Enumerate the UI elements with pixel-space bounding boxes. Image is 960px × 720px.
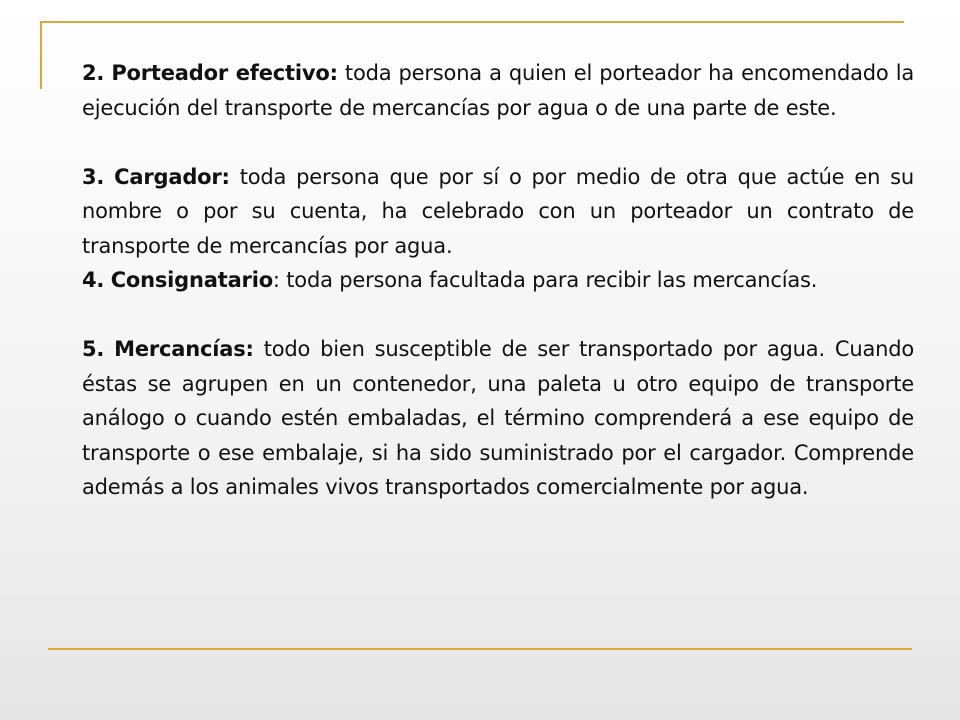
definition-term: Mercancías: <box>114 337 254 361</box>
paragraph-spacer <box>82 125 914 160</box>
definition-cargador <box>82 160 914 264</box>
definition-number: 3. <box>82 164 105 189</box>
definition-term: Cargador: <box>114 164 230 189</box>
definition-text: toda persona a quien el porteador ha encomendado la ejecución del transporte de mercancías por agua o de una parte de este. <box>82 61 914 120</box>
definition-number: 5. <box>82 337 105 361</box>
bottom-divider-line <box>48 648 912 650</box>
definition-term: Consignatario <box>110 268 273 292</box>
definitions-body <box>82 56 914 505</box>
definition-text: : toda persona facultada para recibir las mercancías. <box>272 268 818 292</box>
definition-consignatario <box>82 263 914 298</box>
definition-mercancias <box>82 332 914 505</box>
definition-text: toda persona que por sí o por medio de otra que actúe en su nombre o por su cuenta, ha celebrado con un porteador un contrato de transporte de mercancías por agua. <box>82 164 914 258</box>
definition-number: 4. <box>82 268 105 292</box>
definition-number: 2. <box>82 61 105 85</box>
definition-term: Porteador efectivo: <box>111 61 338 85</box>
top-divider-line <box>40 21 904 23</box>
definition-porteador-efectivo <box>82 56 914 125</box>
left-accent-line <box>40 21 42 89</box>
definition-text: todo bien susceptible de ser transportado por agua. Cuando éstas se agrupen en un contenedor, una paleta u otro equipo de transporte análogo o cuando estén embaladas, el término comprenderá a ese equipo de transporte o ese embalaje, si ha sido suministrado por el cargador. Comprende además a los animales vivos transportados comercialmente por agua. <box>82 337 915 499</box>
paragraph-spacer <box>82 298 914 333</box>
